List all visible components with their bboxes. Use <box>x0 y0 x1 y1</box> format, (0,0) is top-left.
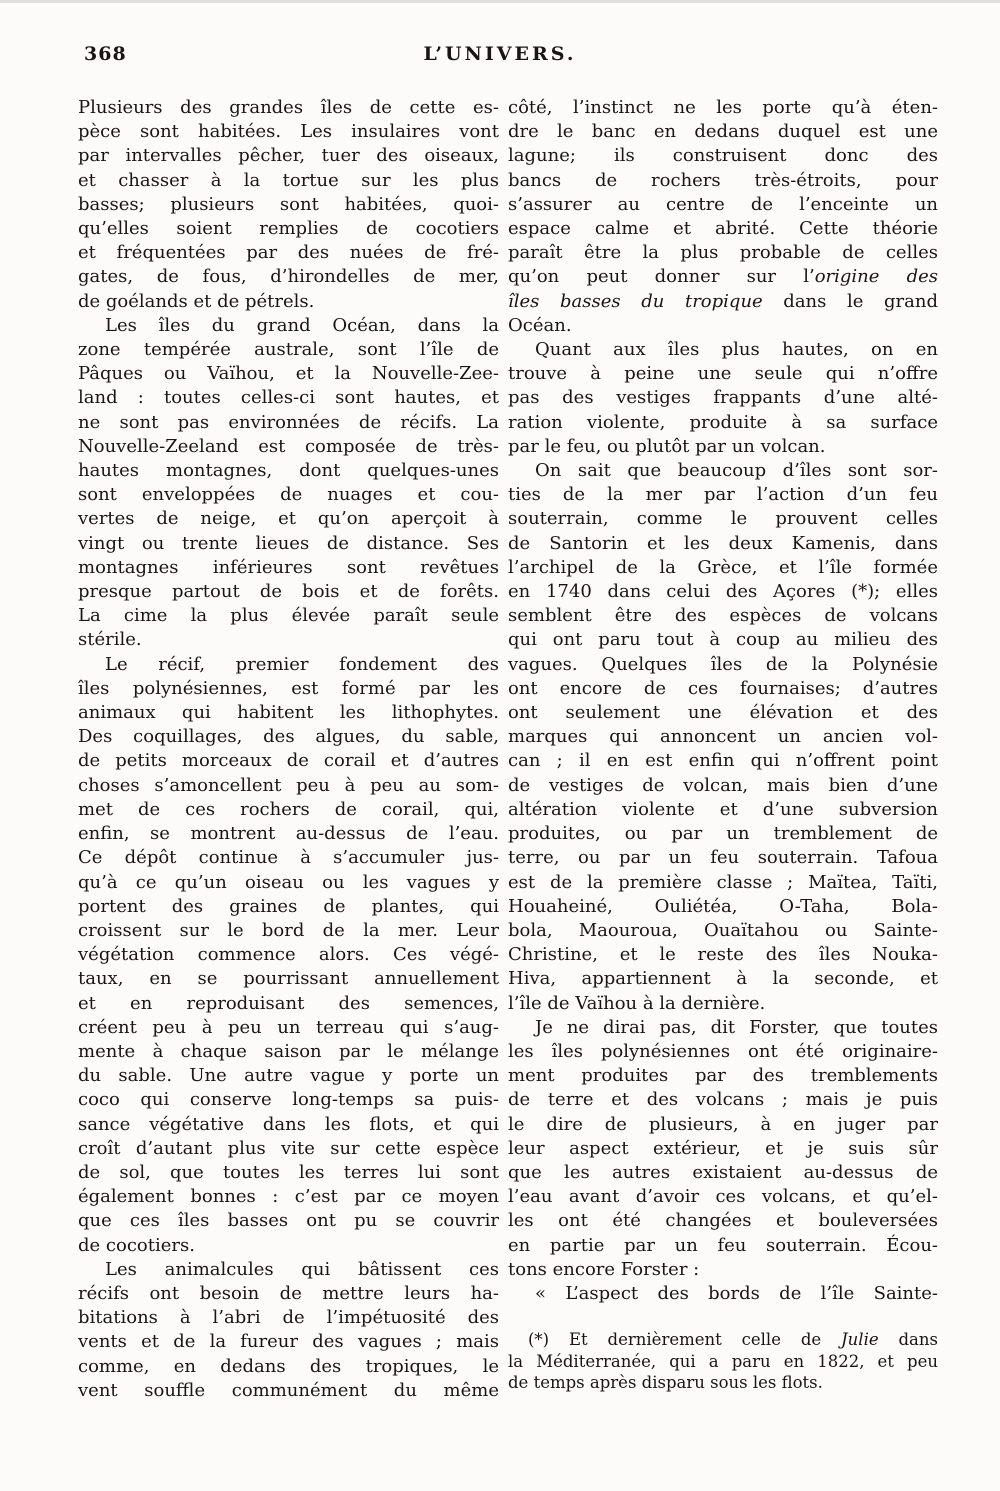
paragraph <box>508 1016 938 1282</box>
text-line: montagnes inférieures sont revêtues <box>78 556 499 578</box>
right-column-body <box>508 96 938 1306</box>
text-line: par le feu, ou plutôt par un volcan. <box>508 435 826 457</box>
page-title: L’UNIVERS. <box>423 43 577 65</box>
text-line: hautes montagnes, dont quelques-unes <box>78 460 499 482</box>
text-line: Des coquillages, des algues, du sable, <box>78 726 499 748</box>
text-line: qui ont paru tout à coup au milieu des <box>508 629 938 651</box>
text-line: Hiva, appartiennent à la seconde, et <box>508 968 938 990</box>
text-line <box>508 265 938 289</box>
paragraph <box>508 96 938 338</box>
paragraph <box>78 1258 499 1403</box>
text-line: l’île de Vaïhou à la dernière. <box>508 992 766 1014</box>
text-line: stérile. <box>78 629 142 651</box>
text-line: de Santorin et les deux Kamenis, dans <box>508 532 938 554</box>
text-line: que ces îles basses ont pu se couvrir <box>78 1210 499 1232</box>
text-segment: (*) Et dernièrement celle de <box>528 1330 842 1350</box>
text-line: vent souffle communément du même <box>78 1379 499 1401</box>
text-line: presque partout de bois et de forêts. <box>78 581 499 603</box>
text-line: taux, en se pourrissant annuellement <box>78 968 499 990</box>
text-line: On sait que beaucoup d’îles sont sor- <box>535 460 938 482</box>
left-text-column <box>78 96 499 1403</box>
text-line: produites, ou par un tremblement de <box>508 823 938 845</box>
text-line: Pâques ou Vaïhou, et la Nouvelle-Zee- <box>78 363 499 385</box>
text-line: coco qui conserve long-temps sa puis- <box>78 1089 499 1111</box>
text-line: ties de la mer par l’action d’un feu <box>508 484 938 506</box>
text-line: ment produites par des tremblements <box>508 1065 938 1087</box>
text-line: par intervalles pêcher, tuer des oiseaux, <box>78 145 499 167</box>
text-line: croît d’autant plus vite sur cette espèce <box>78 1137 499 1159</box>
paragraph <box>78 653 499 1258</box>
text-line: mente à chaque saison par le mélange <box>78 1040 499 1062</box>
text-line: vents et de la fureur des vagues ; mais <box>78 1331 499 1353</box>
text-line: Houaheiné, Ouliétéa, O-Taha, Bola- <box>508 895 938 917</box>
text-line: Les animalcules qui bâtissent ces <box>105 1258 499 1280</box>
text-line: qu’à ce qu’un oiseau ou les vagues y <box>78 871 499 893</box>
paragraph <box>508 338 938 459</box>
text-line: espace calme et abrité. Cette théorie <box>508 218 938 240</box>
text-segment: dans le grand <box>762 290 938 312</box>
text-line: met de ces rochers de corail, qui, <box>78 798 499 820</box>
text-line: côté, l’instinct ne les porte qu’à éten- <box>508 97 938 118</box>
right-text-column <box>508 96 938 1403</box>
text-line: Le récif, premier fondement des <box>105 653 499 675</box>
text-line: Nouvelle-Zeeland est composée de très- <box>78 435 499 457</box>
text-line: bola, Maouroua, Ouaïtahou ou Sainte- <box>508 919 938 941</box>
text-line: de cocotiers. <box>78 1234 195 1256</box>
text-line: Quant aux îles plus hautes, on en <box>535 339 938 361</box>
paragraph <box>508 459 938 1016</box>
text-line: ont encore de ces fournaises; d’autres <box>508 677 938 699</box>
text-line: de petits morceaux de corail et d’autres <box>78 750 499 772</box>
text-line: bancs de rochers très-étroits, pour <box>508 169 938 191</box>
text-line: animaux qui habitent les lithophytes. <box>78 702 499 724</box>
text-segment: qu’on peut donner sur l’ <box>508 266 815 288</box>
text-line <box>508 290 938 314</box>
text-line: vagues. Quelques îles de la Polynésie <box>508 653 938 675</box>
italic-text: îles basses du tropique <box>508 290 763 312</box>
text-line: Les îles du grand Océan, dans la <box>105 314 499 336</box>
text-line: la Méditerranée, qui a paru en 1822, et peu <box>508 1351 938 1371</box>
text-line: Ce dépôt continue à s’accumuler jus- <box>78 847 499 869</box>
page-number: 368 <box>84 43 127 65</box>
text-line: de sol, que toutes les terres lui sont <box>78 1161 499 1183</box>
text-line: leur aspect extérieur, et je suis sûr <box>508 1137 938 1159</box>
text-line: trouve à peine une seule qui n’offre <box>508 363 938 385</box>
paragraph <box>508 1282 938 1306</box>
text-line: récifs ont besoin de mettre leurs ha- <box>78 1282 499 1304</box>
text-line: tons encore Forster : <box>508 1258 700 1280</box>
text-line <box>508 1329 938 1351</box>
text-line: sont enveloppées de nuages et cou- <box>78 484 499 506</box>
text-line: le dire de plusieurs, à en juger par <box>508 1113 938 1135</box>
text-line: croissent sur le bord de la mer. Leur <box>78 919 499 941</box>
text-line: choses s’amoncellent peu à peu au som- <box>78 774 499 796</box>
text-line: de goélands et de pétrels. <box>78 290 315 312</box>
text-line: gates, de fous, d’hirondelles de mer, <box>78 266 499 288</box>
text-line: land : toutes celles-ci sont hautes, et <box>78 387 499 409</box>
text-line: vertes de neige, et qu’on aperçoit à <box>78 508 499 530</box>
text-line: bitations à l’abri de l’impétuosité des <box>78 1307 499 1329</box>
text-segment: dans <box>878 1330 938 1350</box>
text-line: terre, ou par un feu souterrain. Tafoua <box>508 847 938 869</box>
text-line: can ; il en est enfin qui n’offrent point <box>508 750 938 772</box>
text-line: créent peu à peu un terreau qui s’aug- <box>78 1016 499 1038</box>
text-line: ne sont pas environnées de récifs. La <box>78 411 499 433</box>
text-line: La cime la plus élevée paraît seule <box>78 605 499 627</box>
text-line: comme, en dedans des tropiques, le <box>78 1355 499 1377</box>
paragraph <box>78 314 499 653</box>
text-line: les îles polynésiennes ont été originaire- <box>508 1040 938 1062</box>
text-line: Je ne dirai pas, dit Forster, que toutes <box>535 1016 938 1038</box>
text-line: souterrain, comme le prouvent celles <box>508 508 938 530</box>
text-line: est de la première classe ; Maïtea, Taïti, <box>508 871 938 893</box>
text-line: Plusieurs des grandes îles de cette es- <box>78 97 499 118</box>
text-line: îles polynésiennes, est formé par les <box>78 677 499 699</box>
text-line: enfin, se montrent au-dessus de l’eau. <box>78 823 499 845</box>
text-line: de terre et des volcans ; mais je puis <box>508 1089 938 1111</box>
text-line: en 1740 dans celui des Açores (*); elles <box>508 581 938 603</box>
text-line: vingt ou trente lieues de distance. Ses <box>78 532 499 554</box>
text-line: « L’aspect des bords de l’île Sainte- <box>535 1282 938 1304</box>
text-line: paraît être la plus probable de celles <box>508 242 938 264</box>
text-line: semblent être des espèces de volcans <box>508 605 938 627</box>
text-line: et en reproduisant des semences, <box>78 992 499 1014</box>
text-line: s’assurer au centre de l’enceinte un <box>508 193 938 215</box>
text-line: zone tempérée australe, sont l’île de <box>78 339 499 361</box>
text-line: les ont été changées et bouleversées <box>508 1210 938 1232</box>
text-line: marques qui annoncent un ancien vol- <box>508 726 938 748</box>
text-line: l’eau avant d’avoir ces volcans, et qu’el- <box>508 1186 938 1208</box>
text-line: que les autres existaient au-dessus de <box>508 1161 938 1183</box>
text-line: pas des vestiges frappants d’une alté- <box>508 387 938 409</box>
text-line: l’archipel de la Grèce, et l’île formée <box>508 556 938 578</box>
text-line: altération violente et d’une subversion <box>508 798 938 820</box>
text-line: de temps après disparu sous les flots. <box>508 1373 823 1393</box>
text-line: qu’elles soient remplies de cocotiers <box>78 218 499 240</box>
text-line: végétation commence alors. Ces végé- <box>78 944 499 966</box>
text-line: ont seulement une élévation et des <box>508 702 938 724</box>
text-columns <box>0 96 1000 1403</box>
italic-text: Julie <box>841 1330 879 1350</box>
italic-text: origine des <box>814 266 938 288</box>
text-line: et chasser à la tortue sur les plus <box>78 169 499 191</box>
paragraph <box>508 1329 938 1394</box>
text-line: sance végétative dans les flots, et qui <box>78 1113 499 1135</box>
text-line: Océan. <box>508 314 572 336</box>
text-line: également bonnes : c’est par ce moyen <box>78 1186 499 1208</box>
page-header <box>0 3 1000 67</box>
text-line: ration violente, produite à sa surface <box>508 411 938 433</box>
text-line: basses; plusieurs sont habitées, quoi- <box>78 193 499 215</box>
text-line: lagune; ils construisent donc des <box>508 145 938 167</box>
text-line: du sable. Une autre vague y porte un <box>78 1065 499 1087</box>
text-line: portent des graines de plantes, qui <box>78 895 499 917</box>
paragraph <box>78 96 499 314</box>
text-line: en partie par un feu souterrain. Écou- <box>508 1234 938 1256</box>
text-line: pèce sont habitées. Les insulaires vont <box>78 121 499 143</box>
text-line: Christine, et le reste des îles Nouka- <box>508 944 938 966</box>
text-line: dre le banc en dedans duquel est une <box>508 121 938 143</box>
footnote <box>508 1329 938 1394</box>
text-line: et fréquentées par des nuées de fré- <box>78 242 499 264</box>
text-line: de vestiges de volcan, mais bien d’une <box>508 774 938 796</box>
